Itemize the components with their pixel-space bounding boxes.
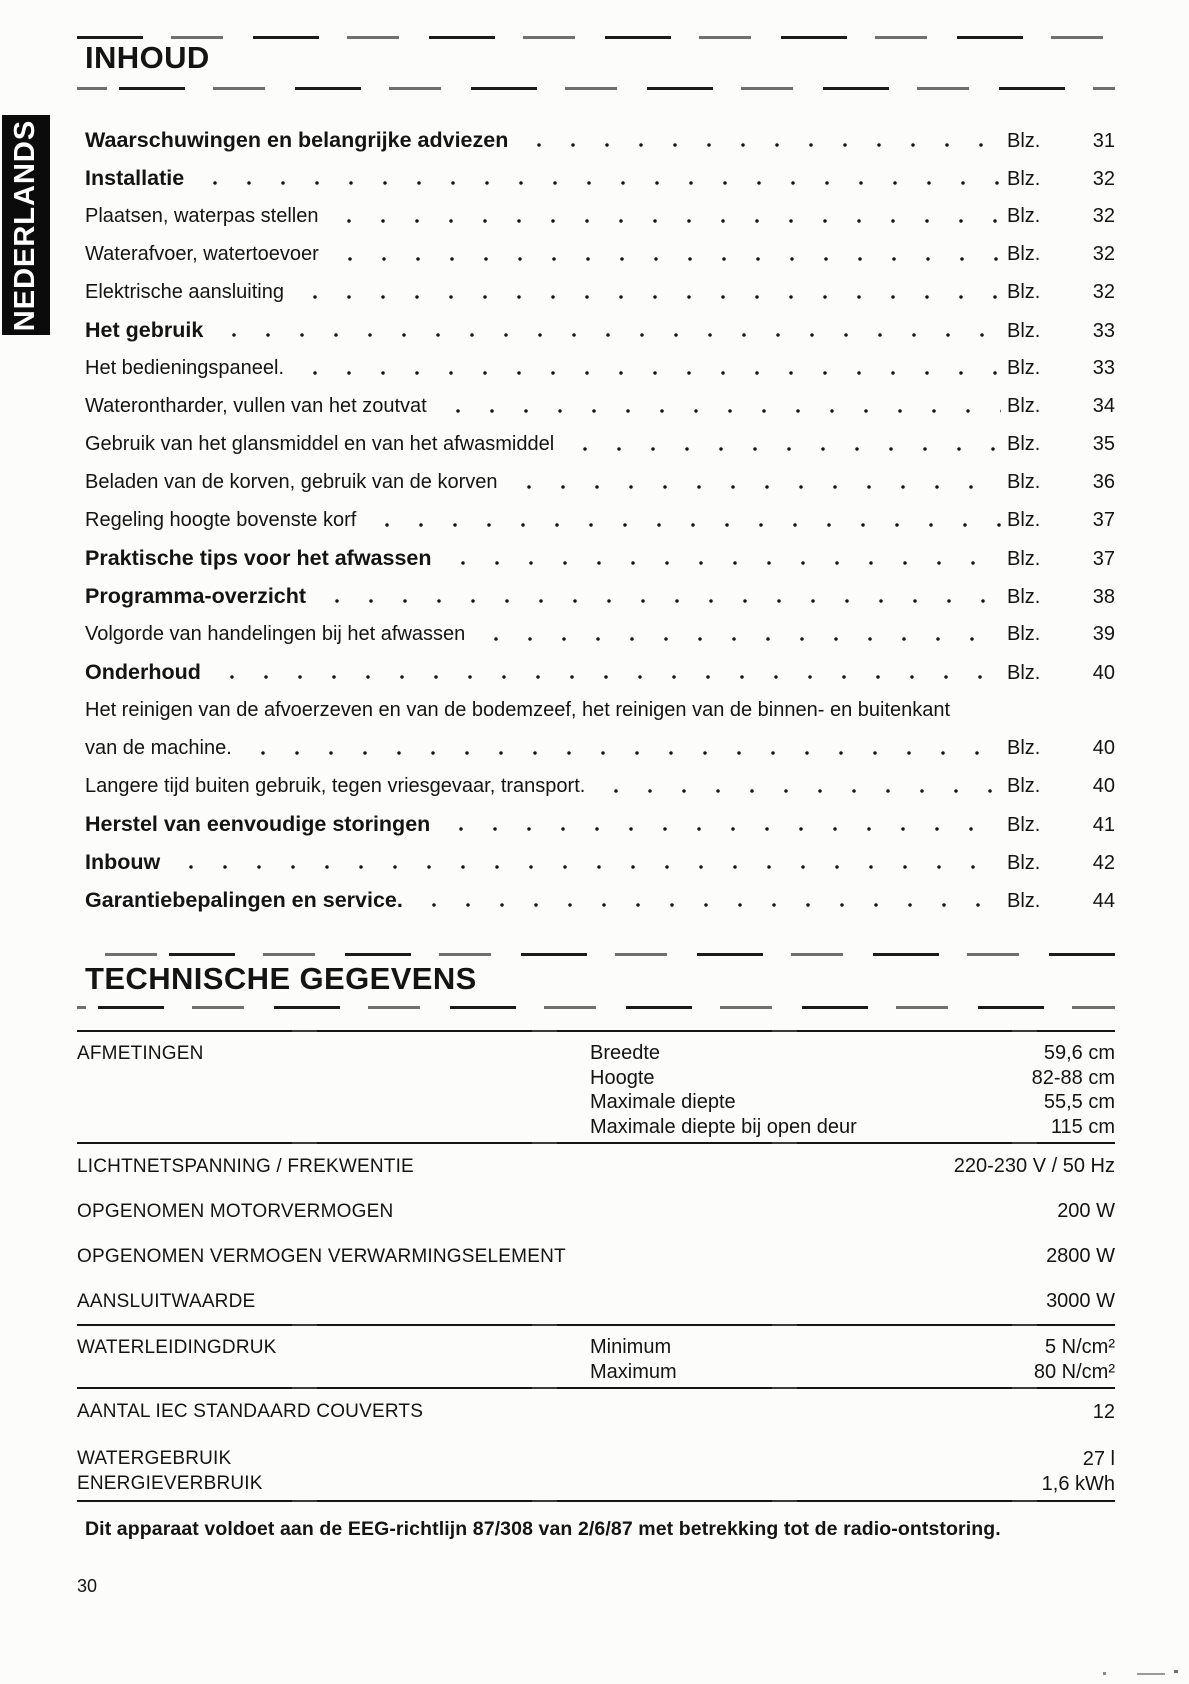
row-label: LICHTNETSPANNING / FREKWENTIE <box>77 1155 414 1177</box>
table-row-verwarmingselement <box>77 1234 1115 1279</box>
toc-page-number: 42 <box>1092 852 1115 874</box>
toc-row <box>85 159 1115 197</box>
toc-row <box>85 729 1115 767</box>
toc-row <box>85 273 1115 311</box>
toc-page-number: 38 <box>1092 586 1115 608</box>
value: 3000 W <box>1046 1290 1115 1312</box>
toc-page-number: 39 <box>1092 623 1115 645</box>
tech-data-table <box>77 1030 1115 1502</box>
rule-below-inhoud <box>77 87 1115 90</box>
page-abbrev: Blz. <box>1007 433 1041 455</box>
toc-page-number: 34 <box>1092 395 1115 417</box>
toc-row <box>85 425 1115 463</box>
row-label: AANTAL IEC STANDAARD COUVERTS <box>77 1401 424 1422</box>
value: 2800 W <box>1046 1245 1115 1267</box>
row-values <box>885 1335 1115 1384</box>
page-abbrev: Blz. <box>1007 890 1041 912</box>
toc-row <box>85 843 1115 881</box>
toc-entry-label: Gebruik van het glansmiddel en van het afwasmiddel <box>85 433 555 455</box>
toc-page-number: 40 <box>1092 775 1115 797</box>
dot-leader <box>215 653 1001 691</box>
sublabel: Minimum <box>590 1336 672 1358</box>
page-abbrev: Blz. <box>1007 775 1041 797</box>
dot-leader <box>298 273 1001 311</box>
tech-title: TECHNISCHE GEGEVENS <box>85 961 477 996</box>
dot-leader <box>512 463 1002 501</box>
toc-page-number: 37 <box>1092 509 1115 531</box>
toc-row <box>85 121 1115 159</box>
sublabel: Maximale diepte bij open deur <box>590 1115 857 1138</box>
toc-entry-label: Het gebruik <box>85 318 204 342</box>
table-row-couverts <box>77 1389 1115 1435</box>
toc-row <box>85 197 1115 235</box>
toc-page-number: 44 <box>1092 890 1115 912</box>
page-abbrev: Blz. <box>1007 395 1041 417</box>
dot-leader <box>246 729 1001 767</box>
toc-entry-label: Inbouw <box>85 850 161 874</box>
table-of-contents <box>85 121 1115 919</box>
toc-page-number: 32 <box>1092 281 1115 303</box>
dot-leader <box>479 615 1001 653</box>
dot-leader <box>444 805 1001 843</box>
table-row-aansluitwaarde <box>77 1279 1115 1324</box>
dot-leader <box>522 121 1001 159</box>
rule-below-tech <box>77 1006 1115 1009</box>
toc-row <box>85 539 1115 577</box>
toc-row <box>85 501 1115 539</box>
toc-page-number: 32 <box>1092 168 1115 190</box>
table-row-lichtnetspanning <box>77 1144 1115 1189</box>
toc-row-wrap <box>85 691 1115 729</box>
dot-leader <box>332 197 1001 235</box>
row-values <box>590 1447 1115 1496</box>
toc-entry-label: Programma-overzicht <box>85 584 307 608</box>
row-label: AFMETINGEN <box>77 1043 204 1064</box>
page-abbrev: Blz. <box>1007 662 1041 684</box>
toc-entry-label: Installatie <box>85 166 185 190</box>
language-tab <box>2 115 50 335</box>
toc-row <box>85 577 1115 615</box>
toc-page-number: 31 <box>1092 130 1115 152</box>
page-abbrev: Blz. <box>1007 471 1041 493</box>
value: 59,6 cm <box>1043 1042 1115 1064</box>
language-tab-label: NEDERLANDS <box>9 119 42 331</box>
row-label: AANSLUITWAARDE <box>77 1290 256 1312</box>
sublabel: Maximum <box>590 1360 677 1383</box>
toc-row <box>85 311 1115 349</box>
page-abbrev: Blz. <box>1007 852 1041 874</box>
toc-entry-label: Waterafvoer, watertoevoer <box>85 243 319 265</box>
sublabel: Breedte <box>590 1042 661 1064</box>
toc-entry-label: Het reinigen van de afvoerzeven en van de bodemzeef, het reinigen van de binnen- en buitenkant <box>85 699 951 721</box>
scan-speck <box>1174 1670 1178 1673</box>
toc-page-number: 33 <box>1092 320 1115 342</box>
dot-leader <box>417 881 1001 919</box>
page-abbrev: Blz. <box>1007 814 1041 836</box>
toc-page-number: 40 <box>1092 737 1115 759</box>
toc-row <box>85 881 1115 919</box>
row-label: ENERGIEVERBRUIK <box>77 1472 263 1494</box>
scan-speck <box>1137 1673 1165 1675</box>
row-label: OPGENOMEN MOTORVERMOGEN <box>77 1200 394 1222</box>
value: 82-88 cm <box>1031 1066 1115 1089</box>
value: 12 <box>1092 1400 1115 1423</box>
toc-title: INHOUD <box>85 40 210 75</box>
table-row-afmetingen <box>77 1032 1115 1142</box>
value: 55,5 cm <box>1043 1091 1115 1113</box>
toc-row <box>85 463 1115 501</box>
sublabel: Maximale diepte <box>590 1091 736 1113</box>
toc-entry-label: Elektrische aansluiting <box>85 281 284 303</box>
page-abbrev: Blz. <box>1007 168 1041 190</box>
toc-row <box>85 387 1115 425</box>
toc-entry-label: Beladen van de korven, gebruik van de korven <box>85 471 498 493</box>
dot-leader <box>217 311 1001 349</box>
dot-leader <box>333 235 1001 273</box>
toc-row <box>85 653 1115 691</box>
row-sublabels <box>590 1041 885 1139</box>
dot-leader <box>599 767 1001 805</box>
toc-page-number: 33 <box>1092 357 1115 379</box>
value: 200 W <box>1057 1200 1115 1222</box>
scan-speck <box>1103 1672 1106 1675</box>
page-abbrev: Blz. <box>1007 320 1041 342</box>
toc-page-number: 32 <box>1092 205 1115 227</box>
dot-leader <box>174 843 1001 881</box>
page-abbrev: Blz. <box>1007 205 1041 227</box>
page-abbrev: Blz. <box>1007 737 1041 759</box>
rule-above-inhoud <box>77 36 1115 39</box>
table-row-waterleidingdruk <box>77 1326 1115 1387</box>
toc-entry-label: Plaatsen, waterpas stellen <box>85 205 319 227</box>
dot-leader <box>198 159 1001 197</box>
toc-row <box>85 615 1115 653</box>
page-abbrev: Blz. <box>1007 586 1041 608</box>
toc-page-number: 40 <box>1092 662 1115 684</box>
toc-entry-label: van de machine. <box>85 737 232 759</box>
toc-row <box>85 767 1115 805</box>
value: 1,6 kWh <box>1041 1472 1115 1495</box>
page-abbrev: Blz. <box>1007 357 1041 379</box>
row-label: OPGENOMEN VERMOGEN VERWARMINGSELEMENT <box>77 1245 566 1267</box>
rule-above-tech <box>77 953 1115 956</box>
value: 5 N/cm² <box>1045 1336 1115 1358</box>
sublabel: Hoogte <box>590 1066 655 1089</box>
table-row-verbruik <box>77 1435 1115 1500</box>
toc-row <box>85 349 1115 387</box>
page-abbrev: Blz. <box>1007 548 1041 570</box>
dot-leader <box>441 387 1001 425</box>
page-abbrev: Blz. <box>1007 130 1041 152</box>
toc-page-number: 35 <box>1092 433 1115 455</box>
toc-entry-label: Garantiebepalingen en service. <box>85 888 403 912</box>
page-number: 30 <box>77 1576 98 1596</box>
toc-entry-label: Regeling hoogte bovenste korf <box>85 509 357 531</box>
compliance-footnote: Dit apparaat voldoet aan de EEG-richtlijn 87/308 van 2/6/87 met betrekking tot de radio-ontstoring. <box>85 1518 1001 1540</box>
toc-entry-label: Onderhoud <box>85 660 201 684</box>
row-label: WATERGEBRUIK <box>77 1448 232 1469</box>
table-row-motorvermogen <box>77 1189 1115 1234</box>
dot-leader <box>568 425 1001 463</box>
toc-row <box>85 235 1115 273</box>
row-labels <box>77 1447 590 1496</box>
toc-row <box>85 805 1115 843</box>
toc-entry-label: Herstel van eenvoudige storingen <box>85 812 431 836</box>
toc-page-number: 37 <box>1092 548 1115 570</box>
toc-page-number: 36 <box>1092 471 1115 493</box>
page-abbrev: Blz. <box>1007 243 1041 265</box>
dot-leader <box>446 539 1001 577</box>
toc-page-number: 32 <box>1092 243 1115 265</box>
toc-entry-label: Het bedieningspaneel. <box>85 357 285 379</box>
dot-leader <box>320 577 1001 615</box>
toc-entry-label: Waterontharder, vullen van het zoutvat <box>85 395 427 417</box>
toc-entry-label: Waarschuwingen en belangrijke adviezen <box>85 128 509 152</box>
page-abbrev: Blz. <box>1007 623 1041 645</box>
page-abbrev: Blz. <box>1007 509 1041 531</box>
toc-page-number: 41 <box>1092 814 1115 836</box>
toc-entry-label: Volgorde van handelingen bij het afwassen <box>85 623 466 645</box>
page-abbrev: Blz. <box>1007 281 1041 303</box>
value: 27 l <box>1082 1448 1115 1470</box>
value: 80 N/cm² <box>1033 1360 1115 1383</box>
toc-entry-label: Praktische tips voor het afwassen <box>85 546 432 570</box>
row-label: WATERLEIDINGDRUK <box>77 1337 277 1358</box>
dot-leader <box>370 501 1001 539</box>
dot-leader <box>298 349 1001 387</box>
value: 220-230 V / 50 Hz <box>953 1155 1115 1177</box>
row-values <box>885 1041 1115 1139</box>
toc-entry-label: Langere tijd buiten gebruik, tegen vriesgevaar, transport. <box>85 775 586 797</box>
table-rule <box>77 1500 1115 1502</box>
value: 115 cm <box>1050 1115 1115 1138</box>
row-sublabels <box>590 1335 885 1384</box>
